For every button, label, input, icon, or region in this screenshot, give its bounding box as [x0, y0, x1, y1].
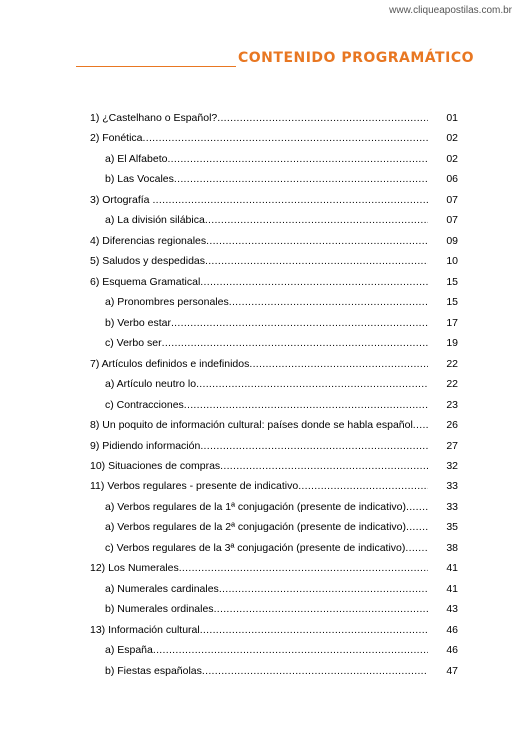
toc-entry-label: a) La división silábica .....	[105, 210, 428, 230]
toc-entry	[90, 272, 460, 292]
toc-entry-label: c) Contracciones .....	[105, 395, 428, 415]
toc-entry	[90, 149, 460, 169]
toc-entry	[90, 292, 460, 312]
toc-entry	[90, 128, 460, 148]
toc-page-number: 41	[446, 562, 458, 575]
toc-entry	[90, 231, 460, 251]
toc-entry-label: b) Verbo estar .....	[105, 313, 428, 333]
toc-entry	[90, 210, 460, 230]
toc-page-number: 07	[446, 193, 458, 206]
toc-page-number: 33	[446, 500, 458, 513]
toc-entry-label: a) Verbos regulares de la 1ª conjugación (presente de indicativo) .....	[105, 497, 428, 517]
toc-page-number: 07	[446, 214, 458, 227]
toc-entry	[90, 640, 460, 660]
toc-page-number: 47	[446, 664, 458, 677]
toc-entry-label: c) Verbos regulares de la 3ª conjugación (presente de indicativo) .....	[105, 538, 428, 558]
toc-page-number: 02	[446, 152, 458, 165]
toc-entry	[90, 415, 460, 435]
toc-entry-label: a) Pronombres personales .....	[105, 292, 428, 312]
toc-entry-label: 1) ¿Castelhano o Español? .....	[90, 108, 428, 128]
toc-page-number: 35	[446, 521, 458, 534]
toc-page-number: 17	[446, 316, 458, 329]
toc-entry	[90, 476, 460, 496]
toc-entry	[90, 620, 460, 640]
toc-entry	[90, 517, 460, 537]
toc-page-number: 38	[446, 541, 458, 554]
toc-entry-label: c) Verbo ser .....	[105, 333, 428, 353]
section-header	[76, 50, 474, 72]
toc-entry	[90, 497, 460, 517]
toc-entry	[90, 661, 460, 681]
toc-page-number: 19	[446, 337, 458, 350]
toc-page-number: 32	[446, 459, 458, 472]
toc-page-number: 01	[446, 112, 458, 124]
toc-page-number: 27	[446, 439, 458, 452]
toc-entry	[90, 251, 460, 271]
toc-entry-label: 13) Información cultural .....	[90, 620, 428, 640]
toc-entry-label: 4) Diferencias regionales .....	[90, 231, 428, 251]
toc-entry	[90, 558, 460, 578]
toc-entry	[90, 395, 460, 415]
toc-entry	[90, 313, 460, 333]
table-of-contents	[90, 108, 460, 681]
toc-entry	[90, 599, 460, 619]
toc-entry-label: 8) Un poquito de información cultural: países donde se habla español .....	[90, 415, 428, 435]
toc-entry	[90, 579, 460, 599]
toc-entry-label: a) Artículo neutro lo .....	[105, 374, 428, 394]
toc-entry-label: 9) Pidiendo información .....	[90, 436, 428, 456]
toc-page-number: 06	[446, 173, 458, 186]
toc-page-number: 46	[446, 644, 458, 657]
toc-page-number: 15	[446, 296, 458, 309]
toc-entry	[90, 456, 460, 476]
toc-page-number: 26	[446, 419, 458, 432]
toc-entry	[90, 333, 460, 353]
toc-page-number: 02	[446, 132, 458, 145]
toc-entry-label: 11) Verbos regulares - presente de indicativo .....	[90, 476, 428, 496]
toc-page-number: 22	[446, 378, 458, 391]
header-rule	[76, 66, 236, 67]
toc-entry-label: b) Numerales ordinales .....	[105, 599, 428, 619]
toc-page-number: 15	[446, 275, 458, 288]
toc-entry-label: a) Verbos regulares de la 2ª conjugación (presente de indicativo) .....	[105, 517, 428, 537]
toc-entry-label: 5) Saludos y despedidas .....	[90, 251, 428, 271]
toc-entry-label: b) Las Vocales .....	[105, 169, 428, 189]
toc-page-number: 23	[446, 398, 458, 411]
toc-entry-label: 6) Esquema Gramatical .....	[90, 272, 428, 292]
toc-entry-label: 2) Fonética .....	[90, 128, 428, 148]
toc-entry-label: a) Numerales cardinales .....	[105, 579, 428, 599]
toc-entry-label: 12) Los Numerales .....	[90, 558, 428, 578]
toc-entry-label: b) Fiestas españolas .....	[105, 661, 428, 681]
toc-page-number: 46	[446, 623, 458, 636]
toc-entry-label: 7) Artículos definidos e indefinidos .....	[90, 354, 428, 374]
toc-entry	[90, 108, 460, 128]
toc-entry-label: a) El Alfabeto .....	[105, 149, 428, 169]
toc-entry-label: a) España .....	[105, 640, 428, 660]
toc-page-number: 22	[446, 357, 458, 370]
toc-page-number: 09	[446, 234, 458, 247]
toc-entry	[90, 169, 460, 189]
page-title: CONTENIDO PROGRAMÁTICO	[238, 50, 474, 66]
toc-page-number: 43	[446, 603, 458, 616]
toc-page-number: 10	[446, 255, 458, 268]
toc-entry-label: 10) Situaciones de compras .....	[90, 456, 428, 476]
toc-page-number: 33	[446, 480, 458, 493]
toc-entry	[90, 374, 460, 394]
site-url: www.cliqueapostilas.com.br	[389, 5, 512, 16]
toc-entry	[90, 538, 460, 558]
toc-entry	[90, 190, 460, 210]
toc-entry	[90, 436, 460, 456]
toc-entry	[90, 354, 460, 374]
toc-page-number: 41	[446, 582, 458, 595]
toc-entry-label: 3) Ortografía .....	[90, 190, 428, 210]
